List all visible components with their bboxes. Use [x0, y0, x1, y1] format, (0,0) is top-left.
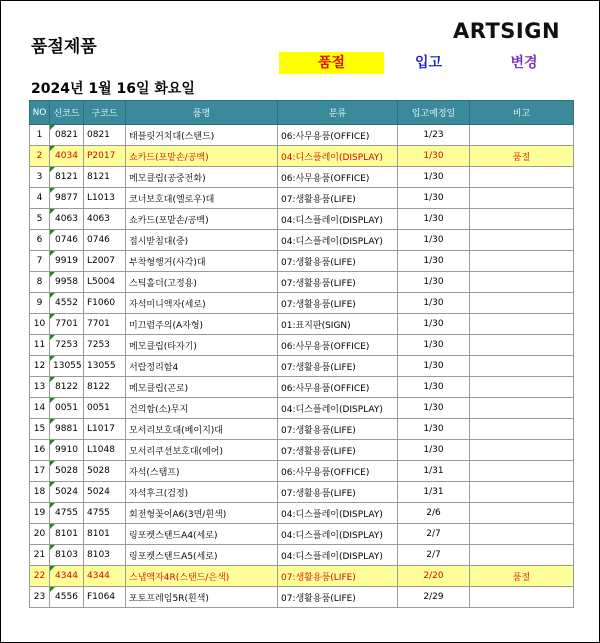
table-row[interactable] — [30, 356, 574, 377]
cell-new-code[interactable]: 8101 — [50, 524, 84, 545]
cell-product-name[interactable]: 메모클립(곤로) — [126, 377, 278, 398]
cell-category[interactable]: 07:생활용품(LIFE) — [278, 356, 398, 377]
cell-no[interactable]: 8 — [30, 272, 50, 293]
cell-no[interactable]: 10 — [30, 314, 50, 335]
cell-due-date[interactable]: 1/30 — [398, 356, 470, 377]
cell-due-date[interactable]: 2/6 — [398, 503, 470, 524]
cell-due-date[interactable]: 1/30 — [398, 293, 470, 314]
cell-old-code[interactable]: 4755 — [84, 503, 126, 524]
cell-product-name[interactable]: 포토프레임5R(흰색) — [126, 587, 278, 608]
cell-no[interactable]: 12 — [30, 356, 50, 377]
cell-category[interactable]: 07:생활용품(LIFE) — [278, 587, 398, 608]
cell-product-name[interactable]: 쇼카드(포맡손/공백) — [126, 146, 278, 167]
cell-category[interactable]: 06:사무용품(OFFICE) — [278, 167, 398, 188]
cell-old-code[interactable]: 7253 — [84, 335, 126, 356]
cell-product-name[interactable]: 메모클립(공중전화) — [126, 167, 278, 188]
table-row[interactable] — [30, 419, 574, 440]
cell-old-code[interactable]: L1017 — [84, 419, 126, 440]
cell-new-code[interactable]: 8122 — [50, 377, 84, 398]
cell-product-name[interactable]: 자석미니액자(세로) — [126, 293, 278, 314]
table-row[interactable] — [30, 545, 574, 566]
cell-new-code[interactable]: 9919 — [50, 251, 84, 272]
cell-old-code[interactable]: 4063 — [84, 209, 126, 230]
cell-new-code[interactable]: 4755 — [50, 503, 84, 524]
cell-category[interactable]: 06:사무용품(OFFICE) — [278, 335, 398, 356]
table-row[interactable] — [30, 146, 574, 167]
cell-new-code[interactable]: 9910 — [50, 440, 84, 461]
cell-product-name[interactable]: 부착형행거(사각)대 — [126, 251, 278, 272]
change-button[interactable]: 변경 — [510, 55, 538, 71]
cell-category[interactable]: 07:생활용품(LIFE) — [278, 440, 398, 461]
cell-no[interactable]: 1 — [30, 125, 50, 146]
brand-logo: ARTSIGN — [453, 19, 561, 43]
cell-note[interactable] — [470, 461, 574, 482]
cell-old-code[interactable]: L2007 — [84, 251, 126, 272]
cell-due-date[interactable]: 1/31 — [398, 461, 470, 482]
cell-note[interactable] — [470, 398, 574, 419]
cell-new-code[interactable]: 4556 — [50, 587, 84, 608]
cell-note[interactable] — [470, 482, 574, 503]
cell-product-name[interactable]: 링포켓스탠드A5(세로) — [126, 545, 278, 566]
cell-no[interactable]: 4 — [30, 188, 50, 209]
cell-due-date[interactable]: 1/30 — [398, 314, 470, 335]
header-product-name[interactable]: 품명 — [126, 101, 278, 125]
table-row[interactable] — [30, 125, 574, 146]
cell-category[interactable]: 04:디스플레이(DISPLAY) — [278, 146, 398, 167]
cell-category[interactable]: 07:생활용품(LIFE) — [278, 251, 398, 272]
cell-product-name[interactable]: 쇼카드(포맡손/공백) — [126, 209, 278, 230]
table-row[interactable] — [30, 335, 574, 356]
cell-product-name[interactable]: 회전형꽂이A6(3면/흰색) — [126, 503, 278, 524]
cell-no[interactable]: 21 — [30, 545, 50, 566]
cell-product-name[interactable]: 자석후크(검정) — [126, 482, 278, 503]
table-row[interactable] — [30, 524, 574, 545]
cell-category[interactable]: 07:생활용품(LIFE) — [278, 482, 398, 503]
cell-product-name[interactable]: 링포켓스탠드A4(세로) — [126, 524, 278, 545]
cell-note[interactable]: 품절 — [470, 566, 574, 587]
cell-old-code[interactable]: 5028 — [84, 461, 126, 482]
out-of-stock-button[interactable]: 품절 — [279, 52, 384, 74]
cell-old-code[interactable]: P2017 — [84, 146, 126, 167]
table-row[interactable] — [30, 440, 574, 461]
cell-product-name[interactable]: 접시받침대(중) — [126, 230, 278, 251]
table-row[interactable] — [30, 251, 574, 272]
cell-old-code[interactable]: L5004 — [84, 272, 126, 293]
table-row[interactable] — [30, 272, 574, 293]
cell-no[interactable]: 13 — [30, 377, 50, 398]
cell-product-name[interactable]: 스냅액자4R(스탠드/은색) — [126, 566, 278, 587]
cell-old-code[interactable]: 7701 — [84, 314, 126, 335]
cell-note[interactable] — [470, 440, 574, 461]
table-row[interactable] — [30, 587, 574, 608]
cell-due-date[interactable]: 1/30 — [398, 398, 470, 419]
cell-no[interactable]: 15 — [30, 419, 50, 440]
cell-category[interactable]: 06:사무용품(OFFICE) — [278, 377, 398, 398]
cell-due-date[interactable]: 1/30 — [398, 377, 470, 398]
cell-due-date[interactable]: 2/7 — [398, 545, 470, 566]
cell-note[interactable] — [470, 545, 574, 566]
cell-due-date[interactable]: 1/30 — [398, 188, 470, 209]
cell-old-code[interactable]: 0746 — [84, 230, 126, 251]
cell-old-code[interactable]: 4344 — [84, 566, 126, 587]
cell-new-code[interactable]: 0746 — [50, 230, 84, 251]
cell-category[interactable]: 07:생활용품(LIFE) — [278, 419, 398, 440]
table-row[interactable] — [30, 188, 574, 209]
cell-category[interactable]: 04:디스플레이(DISPLAY) — [278, 230, 398, 251]
cell-old-code[interactable]: F1060 — [84, 293, 126, 314]
cell-product-name[interactable]: 자석(스탬프) — [126, 461, 278, 482]
cell-category[interactable]: 07:생활용품(LIFE) — [278, 272, 398, 293]
cell-new-code[interactable]: 5028 — [50, 461, 84, 482]
cell-no[interactable]: 14 — [30, 398, 50, 419]
cell-old-code[interactable]: F1064 — [84, 587, 126, 608]
cell-category[interactable]: 06:사무용품(OFFICE) — [278, 125, 398, 146]
cell-new-code[interactable]: 5024 — [50, 482, 84, 503]
cell-product-name[interactable]: 미끄럼주의(A자형) — [126, 314, 278, 335]
cell-old-code[interactable]: 8101 — [84, 524, 126, 545]
cell-note[interactable] — [470, 587, 574, 608]
cell-new-code[interactable]: 4552 — [50, 293, 84, 314]
cell-due-date[interactable]: 1/30 — [398, 272, 470, 293]
cell-category[interactable]: 04:디스플레이(DISPLAY) — [278, 209, 398, 230]
cell-note[interactable] — [470, 125, 574, 146]
cell-product-name[interactable]: 메모클립(타자기) — [126, 335, 278, 356]
cell-product-name[interactable]: 건의함(소)무지 — [126, 398, 278, 419]
cell-no[interactable]: 17 — [30, 461, 50, 482]
cell-new-code[interactable]: 7701 — [50, 314, 84, 335]
cell-due-date[interactable]: 2/20 — [398, 566, 470, 587]
cell-product-name[interactable]: 태블릿거치대(스탠드) — [126, 125, 278, 146]
header-old-code[interactable]: 구코드 — [84, 101, 126, 125]
cell-old-code[interactable]: 5024 — [84, 482, 126, 503]
cell-note[interactable] — [470, 167, 574, 188]
table-row[interactable] — [30, 167, 574, 188]
cell-old-code[interactable]: L1013 — [84, 188, 126, 209]
cell-due-date[interactable]: 1/30 — [398, 146, 470, 167]
header-category[interactable]: 분류 — [278, 101, 398, 125]
cell-no[interactable]: 5 — [30, 209, 50, 230]
table-row[interactable] — [30, 503, 574, 524]
cell-note[interactable] — [470, 188, 574, 209]
cell-no[interactable]: 7 — [30, 251, 50, 272]
table-row[interactable] — [30, 566, 574, 587]
cell-note[interactable] — [470, 251, 574, 272]
table-row[interactable] — [30, 398, 574, 419]
cell-note[interactable]: 품절 — [470, 146, 574, 167]
cell-no[interactable]: 11 — [30, 335, 50, 356]
cell-no[interactable]: 16 — [30, 440, 50, 461]
cell-new-code[interactable]: 13055 — [50, 356, 84, 377]
cell-no[interactable]: 3 — [30, 167, 50, 188]
cell-no[interactable]: 9 — [30, 293, 50, 314]
cell-note[interactable] — [470, 293, 574, 314]
cell-due-date[interactable]: 2/29 — [398, 587, 470, 608]
cell-old-code[interactable]: 0821 — [84, 125, 126, 146]
cell-old-code[interactable]: 8121 — [84, 167, 126, 188]
header-new-code[interactable]: 신코드 — [50, 101, 84, 125]
cell-due-date[interactable]: 1/30 — [398, 230, 470, 251]
cell-new-code[interactable]: 9877 — [50, 188, 84, 209]
table-row[interactable] — [30, 293, 574, 314]
cell-due-date[interactable]: 1/30 — [398, 167, 470, 188]
cell-category[interactable]: 07:생활용품(LIFE) — [278, 566, 398, 587]
cell-new-code[interactable]: 7253 — [50, 335, 84, 356]
cell-product-name[interactable]: 모서리보호대(베이지)대 — [126, 419, 278, 440]
header-no[interactable]: NO — [30, 101, 50, 125]
cell-note[interactable] — [470, 335, 574, 356]
cell-product-name[interactable]: 코너보호대(엘로우)대 — [126, 188, 278, 209]
cell-note[interactable] — [470, 503, 574, 524]
cell-new-code[interactable]: 8103 — [50, 545, 84, 566]
cell-note[interactable] — [470, 377, 574, 398]
cell-note[interactable] — [470, 524, 574, 545]
cell-category[interactable]: 04:디스플레이(DISPLAY) — [278, 524, 398, 545]
cell-old-code[interactable]: 8122 — [84, 377, 126, 398]
cell-category[interactable]: 04:디스플레이(DISPLAY) — [278, 545, 398, 566]
header-note[interactable]: 비고 — [470, 101, 574, 125]
cell-no[interactable]: 2 — [30, 146, 50, 167]
cell-category[interactable]: 04:디스플레이(DISPLAY) — [278, 398, 398, 419]
cell-no[interactable]: 6 — [30, 230, 50, 251]
cell-old-code[interactable]: 8103 — [84, 545, 126, 566]
product-table — [29, 100, 574, 608]
cell-new-code[interactable]: 4063 — [50, 209, 84, 230]
cell-new-code[interactable]: 8121 — [50, 167, 84, 188]
cell-due-date[interactable]: 1/31 — [398, 482, 470, 503]
cell-no[interactable]: 19 — [30, 503, 50, 524]
cell-note[interactable] — [470, 419, 574, 440]
cell-category[interactable]: 04:디스플레이(DISPLAY) — [278, 503, 398, 524]
cell-note[interactable] — [470, 209, 574, 230]
cell-category[interactable]: 07:생활용품(LIFE) — [278, 188, 398, 209]
cell-new-code[interactable]: 0821 — [50, 125, 84, 146]
cell-product-name[interactable]: 서랍정리함4 — [126, 356, 278, 377]
cell-due-date[interactable]: 2/7 — [398, 524, 470, 545]
cell-new-code[interactable]: 0051 — [50, 398, 84, 419]
cell-category[interactable]: 07:생활용품(LIFE) — [278, 293, 398, 314]
table-row[interactable] — [30, 482, 574, 503]
cell-note[interactable] — [470, 230, 574, 251]
report-date: 2024년 1월 16일 화요일 — [31, 81, 195, 97]
cell-due-date[interactable]: 1/30 — [398, 440, 470, 461]
cell-note[interactable] — [470, 356, 574, 377]
cell-note[interactable] — [470, 272, 574, 293]
cell-new-code[interactable]: 4034 — [50, 146, 84, 167]
table-row[interactable] — [30, 314, 574, 335]
cell-product-name[interactable]: 모서리쿠션보호대(에어) — [126, 440, 278, 461]
cell-category[interactable]: 06:사무용품(OFFICE) — [278, 461, 398, 482]
cell-old-code[interactable]: L1048 — [84, 440, 126, 461]
table-row[interactable] — [30, 209, 574, 230]
cell-due-date[interactable]: 1/23 — [398, 125, 470, 146]
cell-due-date[interactable]: 1/30 — [398, 251, 470, 272]
cell-due-date[interactable]: 1/30 — [398, 209, 470, 230]
cell-new-code[interactable]: 4344 — [50, 566, 84, 587]
table-row[interactable] — [30, 461, 574, 482]
cell-new-code[interactable]: 9881 — [50, 419, 84, 440]
cell-old-code[interactable]: 13055 — [84, 356, 126, 377]
page-title: 품절제품 — [31, 37, 97, 57]
cell-no[interactable]: 23 — [30, 587, 50, 608]
cell-new-code[interactable]: 9958 — [50, 272, 84, 293]
cell-no[interactable]: 22 — [30, 566, 50, 587]
in-stock-button[interactable]: 입고 — [414, 55, 443, 71]
table-row[interactable] — [30, 230, 574, 251]
cell-no[interactable]: 18 — [30, 482, 50, 503]
header-due-date[interactable]: 입고예정일 — [398, 101, 470, 125]
cell-product-name[interactable]: 스틱홀더(고정용) — [126, 272, 278, 293]
table-header-row — [30, 101, 574, 125]
cell-old-code[interactable]: 0051 — [84, 398, 126, 419]
cell-category[interactable]: 01:표지판(SIGN) — [278, 314, 398, 335]
table-row[interactable] — [30, 377, 574, 398]
cell-due-date[interactable]: 1/30 — [398, 335, 470, 356]
cell-no[interactable]: 20 — [30, 524, 50, 545]
cell-due-date[interactable]: 1/30 — [398, 419, 470, 440]
cell-note[interactable] — [470, 314, 574, 335]
